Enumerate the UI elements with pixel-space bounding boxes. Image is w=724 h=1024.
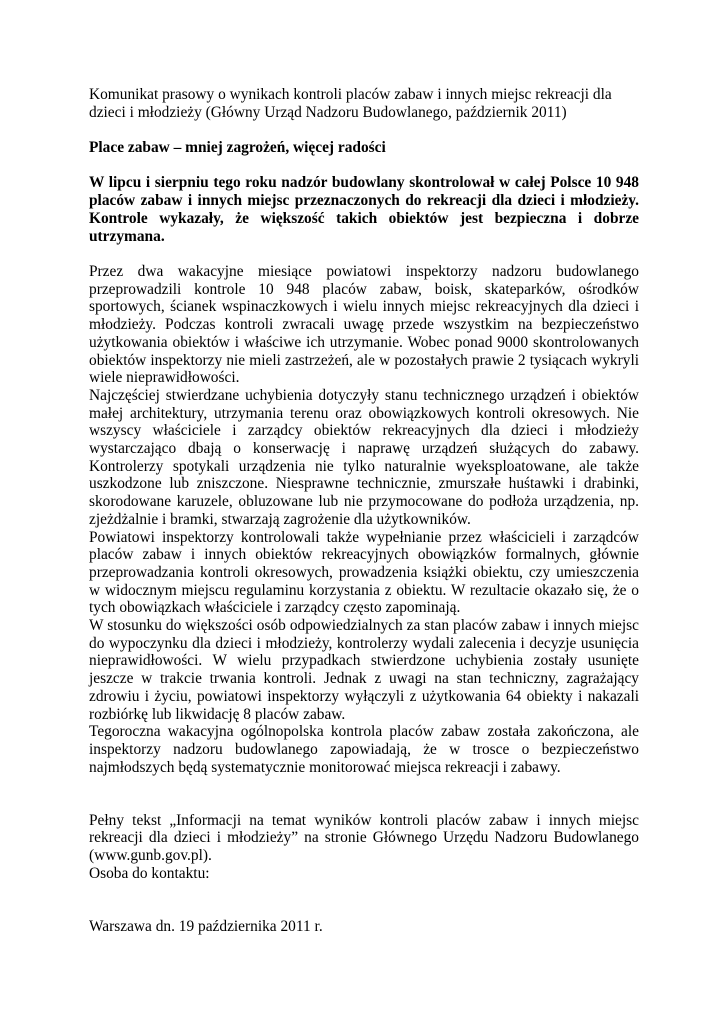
body-paragraph: Tegoroczna wakacyjna ogólnopolska kontrola placów zabaw została zakończona, ale inspektorzy nadzoru budowlanego zapowiadają, że w trosce o bezpieczeństwo najmłodszych będą systematycznie monitorować miejsca rekreacji i zabawy. [89, 723, 639, 776]
header-line: Komunikat prasowy o wynikach kontroli placów zabaw i innych miejsc rekreacji dla dzieci i młodzieży (Główny Urząd Nadzoru Budowlanego, październik 2011) [89, 86, 612, 121]
full-text-note: Pełny tekst „Informacji na temat wyników kontroli placów zabaw i innych miejsc rekreacji dla dzieci i młodzieży” na stronie Głównego Urzędu Nadzoru Budowlanego (www.gunb.gov.pl). [89, 811, 639, 865]
spacer [89, 883, 639, 918]
place-date: Warszawa dn. 19 października 2011 r. [89, 917, 323, 935]
body-paragraph: W stosunku do większości osób odpowiedzialnych za stan placów zabaw i innych miejsc do wypoczynku dla dzieci i młodzieży, kontrolerzy wydali zalecenia i decyzje usunięcia nieprawidłowości. W wielu przypadkach stwierdzone uchybienia zostały usunięte jeszcze w trakcie trwania kontroli. Jednak z uwagi na stan techniczny, zagrażający zdrowiu i życiu, powiatowi inspektorzy wyłączyli z użytkowania 64 obiekty i nakazali rozbiórkę lub likwidację 8 placów zabaw. [89, 617, 639, 723]
document-title: Place zabaw – mniej zagrożeń, więcej radości [89, 139, 386, 157]
contact-label: Osoba do kontaktu: [89, 864, 210, 882]
body-paragraph: Przez dwa wakacyjne miesiące powiatowi inspektorzy nadzoru budowlanego przeprowadzili kontrole 10 948 placów zabaw, boisk, skateparków, ośrodków sportowych, ścianek wspinaczkowych i wielu innych miejsc rekreacyjnych dla dzieci i młodzieży. Podczas kontroli zwracali uwagę przede wszystkim na bezpieczeństwo użytkowania obiektów i właściwe ich utrzymanie. Wobec ponad 9000 skontrolowanych obiektów inspektorzy nie mieli zastrzeżeń, ale w pozostałych prawie 2 tysiącach wykryli wiele nieprawidłowości. [89, 262, 639, 387]
lead-paragraph: W lipcu i sierpniu tego roku nadzór budowlany skontrolował w całej Polsce 10 948 placów zabaw i innych miejsc przeznaczonych do rekreacji dla dzieci i młodzieży. Kontrole wykazały, że większość takich obiektów jest bezpieczna i dobrze utrzymana. [89, 174, 639, 245]
body-paragraph: Powiatowi inspektorzy kontrolowali także wypełnianie przez właścicieli i zarządców placów zabaw i innych obiektów rekreacyjnych obowiązków formalnych, głównie przeprowadzania kontroli okresowych, prowadzenia książki obiektu, czy umieszczenia w widocznym miejscu regulaminu korzystania z obiektu. W rezultacie okazało się, że o tych obowiązkach właściciele i zarządcy często zapominają. [89, 528, 639, 617]
spacer [89, 776, 639, 811]
body-paragraph: Najczęściej stwierdzane uchybienia dotyczyły stanu technicznego urządzeń i obiektów małej architektury, utrzymania terenu oraz obowiązkowych kontroli okresowych. Nie wszyscy właściciele i zarządcy obiektów rekreacyjnych dla dzieci i młodzieży wystarczająco dbają o konserwację i naprawę urządzeń służących do zabawy. Kontrolerzy spotykali urządzenia nie tylko naturalnie wyeksploatowane, ale także uszkodzone lub zniszczone. Niesprawne technicznie, zmurszałe huśtawki i drabinki, skorodowane karuzele, obluzowane lub nie przymocowane do podłoża urządzenia, np. zjeżdżalnie i bramki, stwarzają zagrożenie dla użytkowników. [89, 386, 639, 528]
document-page [89, 86, 639, 936]
